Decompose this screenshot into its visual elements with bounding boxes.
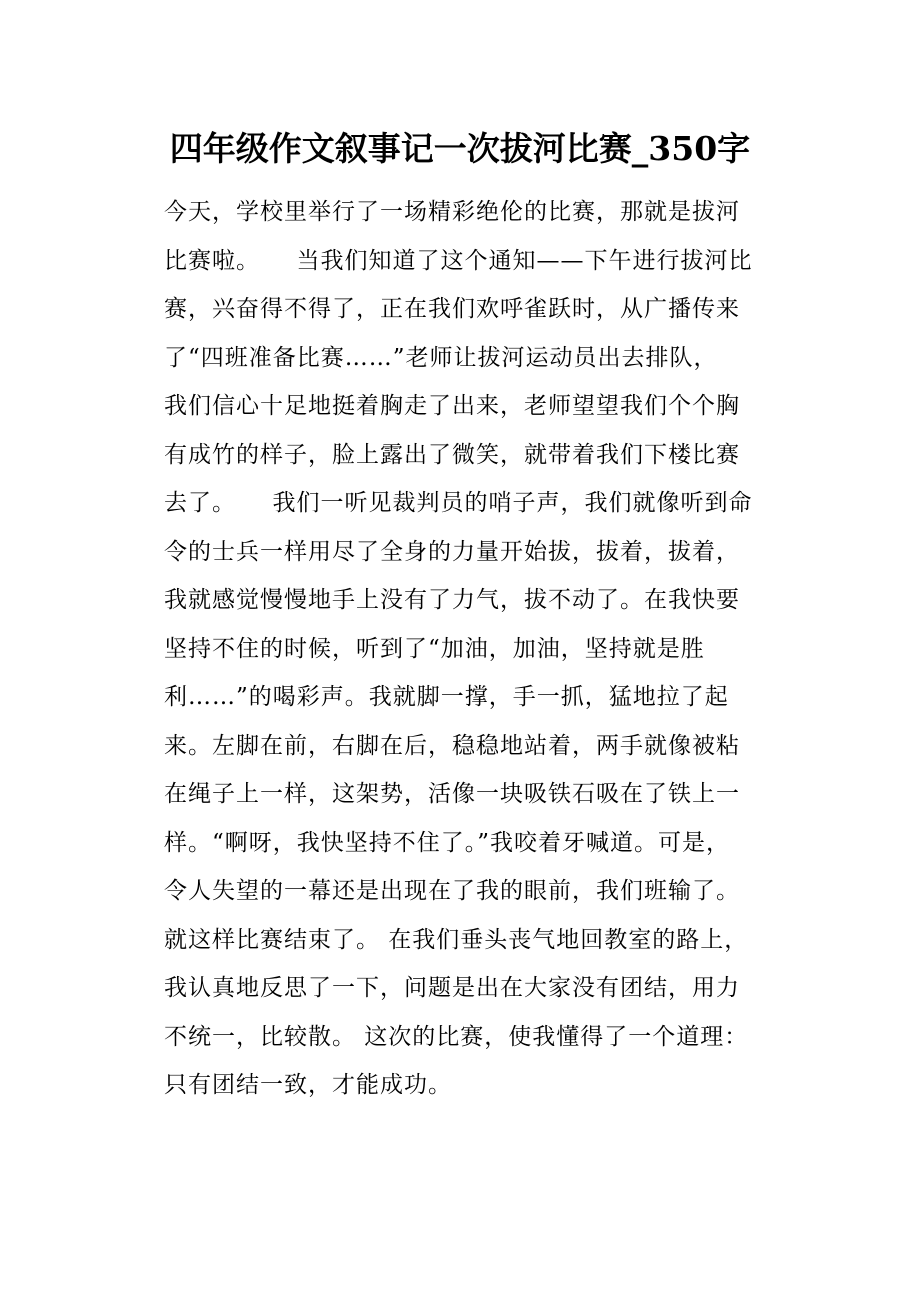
text-line: 比赛啦。 当我们知道了这个通知——下午进行拔河比 — [164, 247, 753, 274]
text-line: 我们信心十足地挺着胸走了出来，老师望望我们个个胸 — [164, 393, 740, 419]
text-line: 去了。 我们一听见裁判员的哨子声，我们就像听到命 — [164, 490, 753, 516]
text-line: 只有团结一致，才能成功。 — [164, 1072, 452, 1098]
text-line: 我就感觉慢慢地手上没有了力气，拔不动了。在我快要 — [164, 587, 740, 613]
text-line: 了“四班准备比赛……”老师让拔河运动员出去排队， — [164, 344, 718, 371]
text-line: 来。左脚在前，右脚在后，稳稳地站着，两手就像被粘 — [164, 732, 740, 759]
text-line: 令人失望的一幕还是出现在了我的眼前，我们班输了。 — [164, 878, 740, 904]
text-line: 有成竹的样子，脸上露出了微笑，就带着我们下楼比赛 — [164, 441, 740, 468]
text-line: 就这样比赛结束了。 在我们垂头丧气地回教室的路上， — [164, 926, 749, 953]
document-title: 四年级作文叙事记一次拔河比赛_350字 — [169, 129, 751, 168]
text-line: 赛，兴奋得不得了，正在我们欢呼雀跃时，从广播传来 — [164, 296, 740, 322]
text-line: 坚持不住的时候，听到了“加油，加油，坚持就是胜 — [164, 635, 705, 662]
text-line: 今天，学校里举行了一场精彩绝伦的比赛，那就是拔河 — [164, 199, 740, 225]
essay-body — [164, 188, 768, 1110]
text-line: 在绳子上一样，这架势，活像一块吸铁石吸在了铁上一 — [164, 781, 740, 807]
text-line: 令的士兵一样用尽了全身的力量开始拔，拔着，拔着， — [164, 538, 740, 565]
text-line: 不统一，比较散。 这次的比赛，使我懂得了一个道理： — [164, 1023, 749, 1050]
text-line: 利……”的喝彩声。我就脚一撑，手一抓，猛地拉了起 — [164, 684, 729, 710]
text-line: 样。“啊呀，我快坚持不住了。”我咬着牙喊道。可是， — [164, 829, 731, 856]
text-line: 我认真地反思了一下，问题是出在大家没有团结，用力 — [164, 975, 740, 1001]
